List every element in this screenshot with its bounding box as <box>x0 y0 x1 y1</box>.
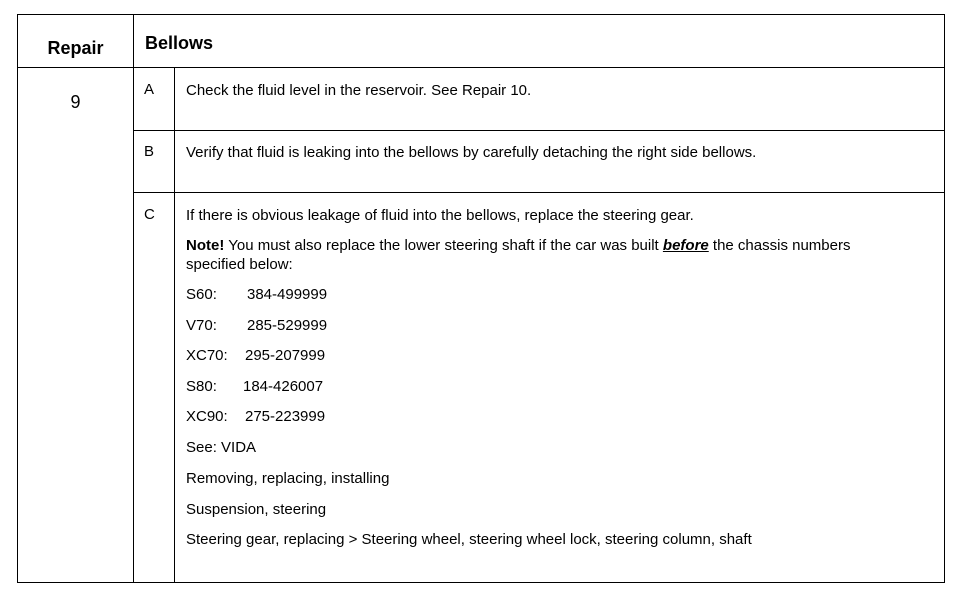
chassis-range: 384-499999 <box>247 286 328 303</box>
chassis-row <box>186 317 327 334</box>
chassis-row <box>186 347 325 364</box>
column-divider-step <box>174 68 175 583</box>
chassis-row <box>186 286 327 303</box>
repair-number: 9 <box>70 92 81 112</box>
step-letter-a: A <box>144 81 155 98</box>
reference-line: Steering gear, replacing > Steering wheel, steering wheel lock, steering column, shaft <box>186 531 752 548</box>
chassis-range: 295-207999 <box>245 347 326 364</box>
reference-line: See: VIDA <box>186 439 257 456</box>
note-text-before: You must also replace the lower steering shaft if the car was built <box>224 237 663 254</box>
header-divider <box>17 67 945 68</box>
chassis-model: S60: <box>186 286 217 303</box>
chassis-row <box>186 378 323 395</box>
chassis-range: 184-426007 <box>243 378 324 395</box>
note-paragraph <box>186 236 906 274</box>
chassis-row <box>186 408 325 425</box>
header-repair-label: Repair <box>47 38 104 58</box>
note-label: Note! <box>186 237 225 254</box>
step-text-c: If there is obvious leakage of fluid into the bellows, replace the steering gear. <box>186 207 694 224</box>
step-text-a: Check the fluid level in the reservoir. See Repair 10. <box>186 82 532 99</box>
chassis-model: S80: <box>186 378 217 395</box>
chassis-range: 275-223999 <box>245 408 326 425</box>
reference-line: Removing, replacing, installing <box>186 470 390 487</box>
row-divider-bc <box>133 192 945 193</box>
reference-line: Suspension, steering <box>186 501 327 518</box>
chassis-model: XC90: <box>186 408 228 425</box>
note-emphasis: before <box>662 237 709 254</box>
step-letter-b: B <box>144 143 155 160</box>
step-text-b: Verify that fluid is leaking into the bellows by carefully detaching the right side bellows. <box>186 144 757 161</box>
chassis-model: V70: <box>186 317 217 334</box>
chassis-model: XC70: <box>186 347 228 364</box>
row-divider-ab <box>133 130 945 131</box>
note-text-after: the chassis numbers specified below: <box>186 237 851 273</box>
chassis-range: 285-529999 <box>247 317 328 334</box>
step-letter-c: C <box>144 206 155 223</box>
header-title: Bellows <box>145 33 214 53</box>
